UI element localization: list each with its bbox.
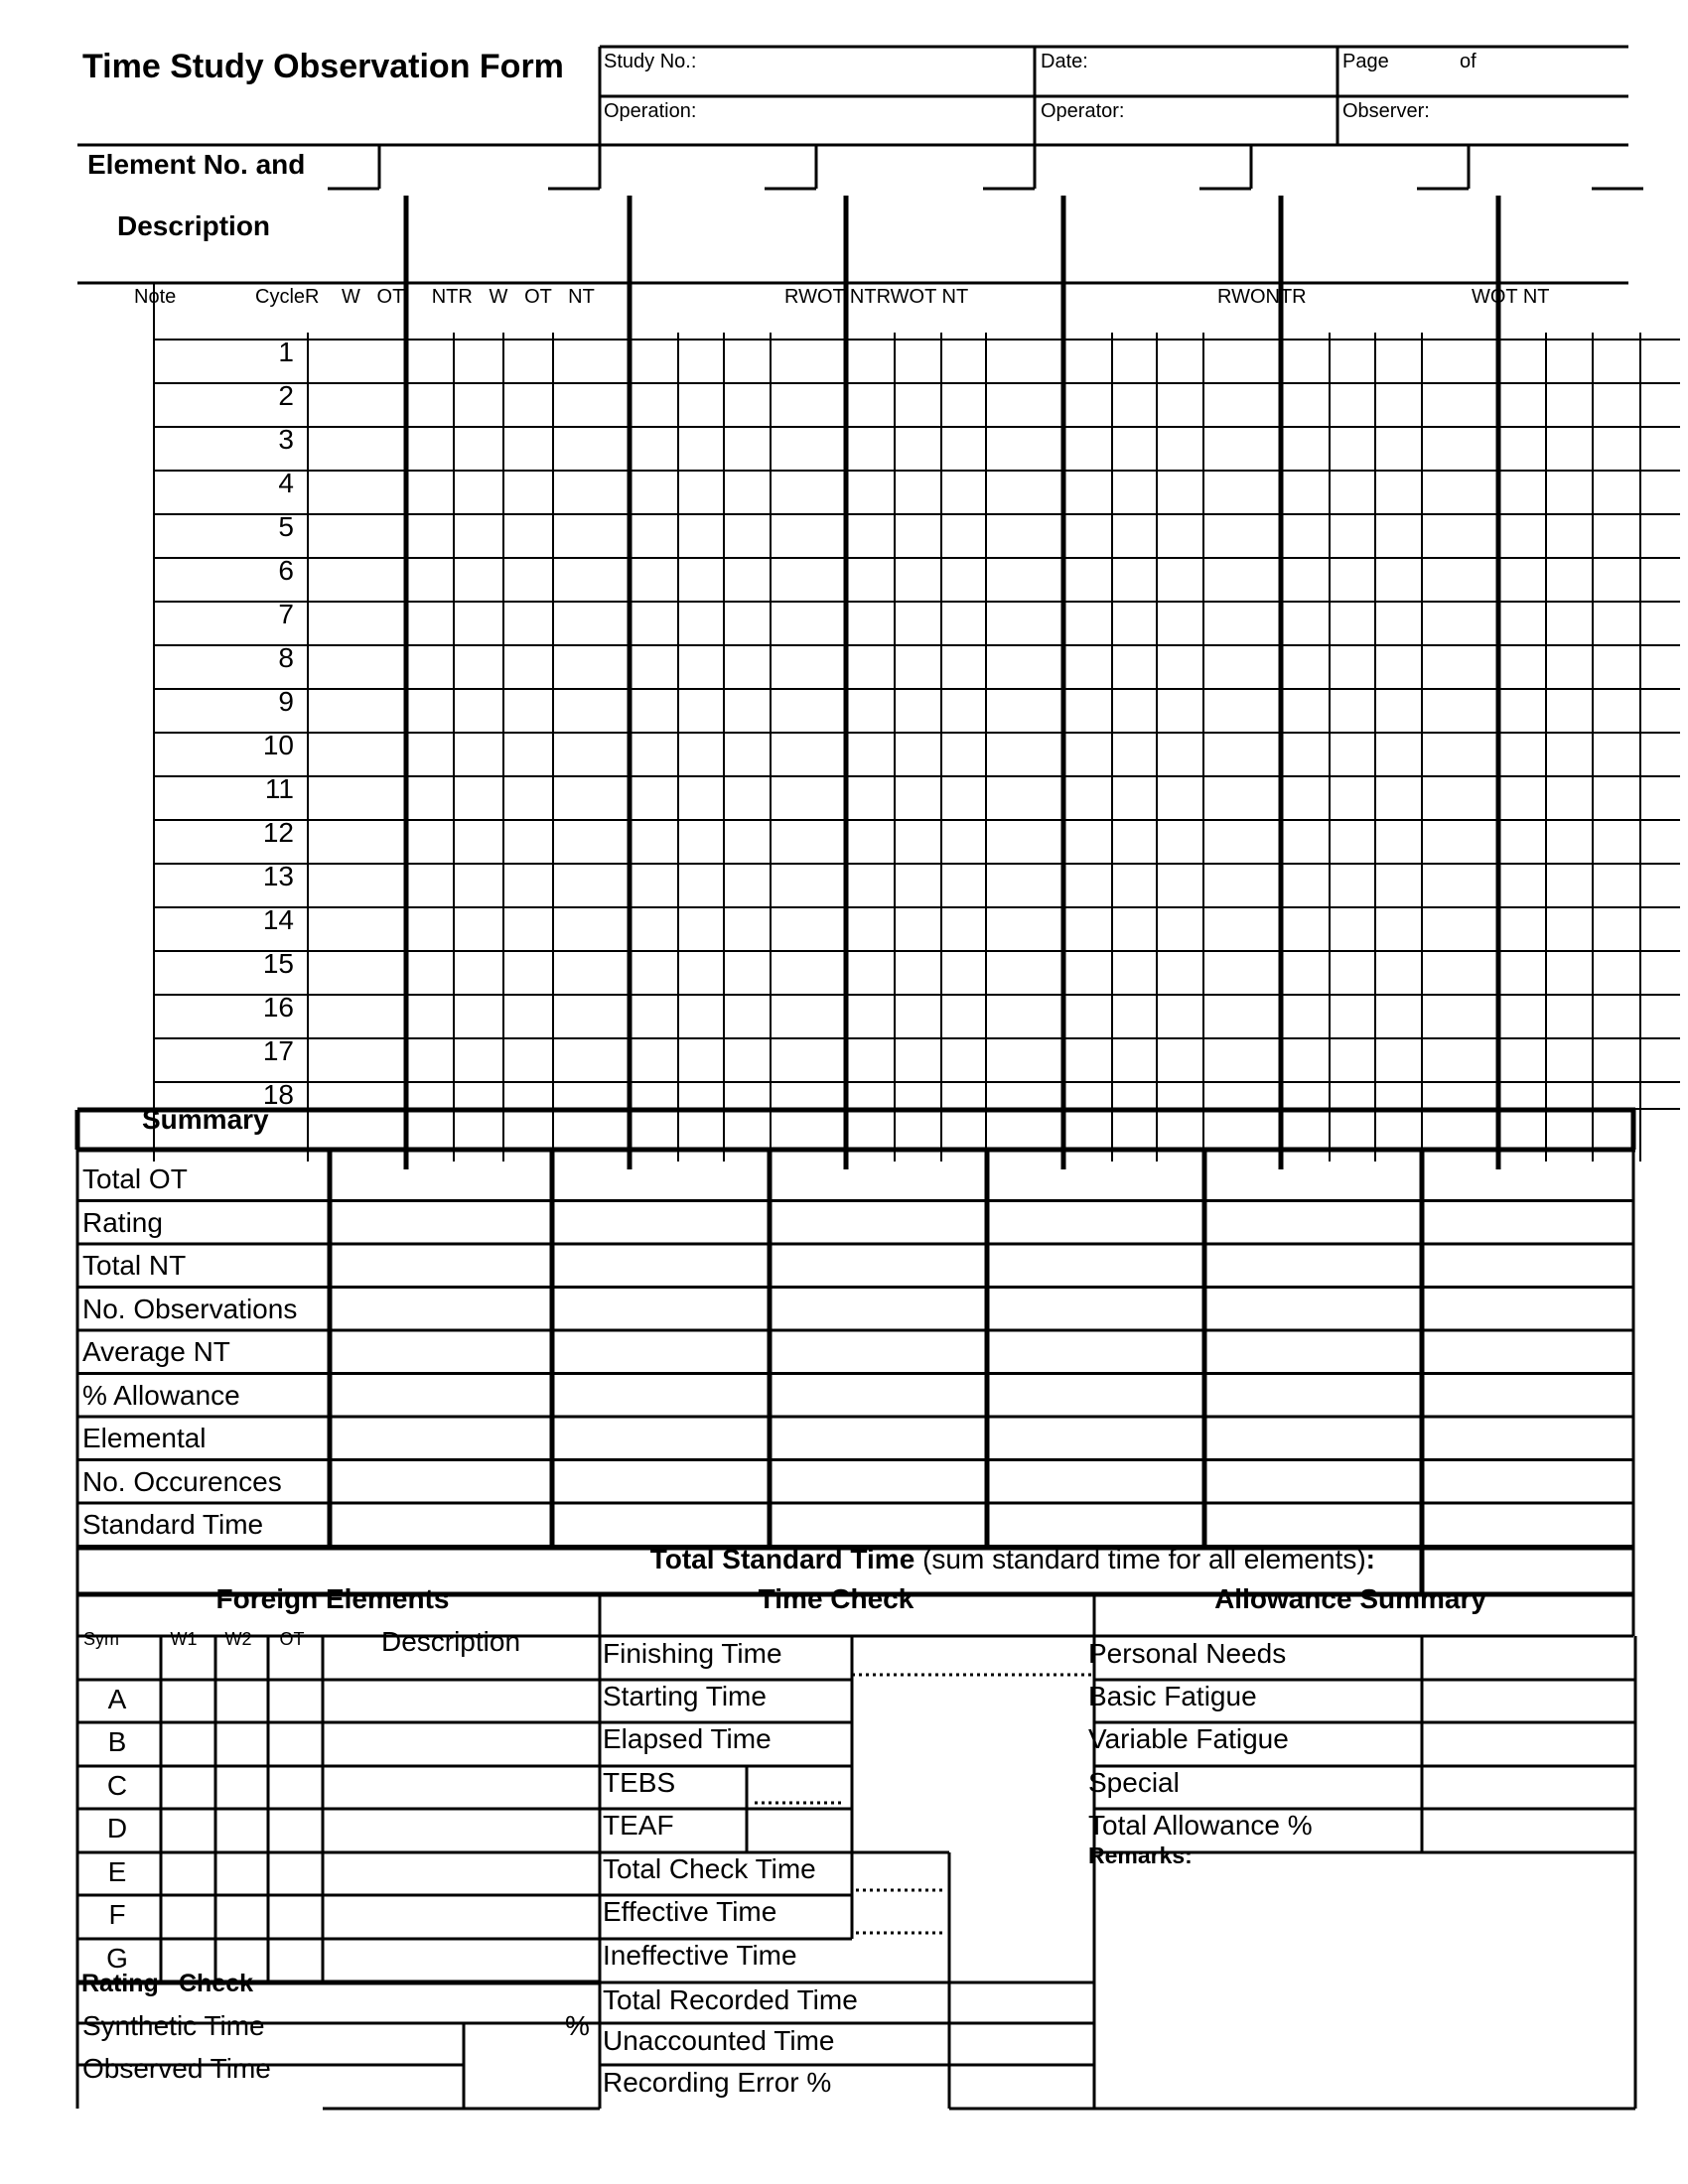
allowance-value-field[interactable] bbox=[1428, 1681, 1630, 1716]
summary-row-label: Total NT bbox=[82, 1250, 187, 1281]
cycle-number-11: 11 bbox=[264, 773, 294, 804]
total-standard-time-label: Total Standard Time (sum standard time for all elements): bbox=[649, 1544, 1375, 1574]
element-3-description-field[interactable] bbox=[822, 149, 1029, 278]
foreign-symbol-b: B bbox=[107, 1726, 127, 1757]
study-no-field[interactable] bbox=[604, 75, 1026, 95]
cycle-number-8: 8 bbox=[278, 642, 294, 673]
synthetic-time-field[interactable] bbox=[318, 2009, 457, 2045]
cycle-number-7: 7 bbox=[278, 599, 294, 629]
foreign-w1-header: W1 bbox=[170, 1629, 198, 1649]
cycle-number-12: 12 bbox=[262, 817, 294, 848]
element-6-description-field[interactable] bbox=[1475, 149, 1622, 278]
synthetic-time-label: Synthetic Time bbox=[82, 2010, 265, 2041]
cycle-number-15: 15 bbox=[262, 948, 294, 979]
observed-time-label: Observed Time bbox=[82, 2053, 271, 2084]
allowance-row-label: Total Allowance % bbox=[1088, 1810, 1313, 1841]
cycle-number-18: 18 bbox=[262, 1079, 294, 1110]
time-check-title: Time Check bbox=[758, 1583, 914, 1614]
cycle-number-1: 1 bbox=[278, 337, 294, 367]
time-check-row-label: TEBS bbox=[603, 1767, 676, 1798]
element-label-line1: Element No. and bbox=[87, 149, 306, 180]
observer-label: Observer: bbox=[1342, 100, 1430, 122]
cycle-number-17: 17 bbox=[262, 1035, 294, 1066]
cycle-number-2: 2 bbox=[278, 380, 294, 411]
cycle-number-3: 3 bbox=[278, 424, 294, 455]
observer-field[interactable] bbox=[1342, 125, 1630, 145]
cycle-heading: CycleR bbox=[255, 286, 320, 308]
percent-sign: % bbox=[565, 2010, 590, 2041]
foreign-ot-header: OT bbox=[279, 1629, 305, 1649]
foreign-symbol-a: A bbox=[107, 1684, 127, 1714]
remarks-label: Remarks: bbox=[1088, 1843, 1193, 1868]
time-check-row-label: Ineffective Time bbox=[603, 1940, 797, 1971]
time-check-row-label: Effective Time bbox=[603, 1896, 777, 1927]
foreign-w2-header: W2 bbox=[224, 1629, 252, 1649]
foreign-symbol-f: F bbox=[108, 1899, 126, 1930]
cycle-number-5: 5 bbox=[278, 511, 294, 542]
check-label: Check bbox=[179, 1970, 254, 1997]
summary-row-label: % Allowance bbox=[82, 1379, 240, 1411]
element-label-line2: Description bbox=[117, 210, 271, 241]
operation-label: Operation: bbox=[604, 100, 697, 122]
rating-label: Rating bbox=[81, 1970, 159, 1997]
allowance-value-field[interactable] bbox=[1428, 1638, 1630, 1674]
cycle-number-6: 6 bbox=[278, 555, 294, 586]
element-5-description-field[interactable] bbox=[1257, 149, 1463, 278]
date-field[interactable] bbox=[1092, 75, 1331, 95]
study-no-label: Study No.: bbox=[604, 51, 697, 72]
total-standard-time-field[interactable] bbox=[1422, 1539, 1620, 1574]
time-check-row-label: TEAF bbox=[603, 1810, 674, 1841]
summary-row-label: Standard Time bbox=[82, 1509, 264, 1540]
foreign-description-header: Description bbox=[380, 1626, 521, 1657]
observed-time-field[interactable] bbox=[318, 2051, 457, 2087]
allowance-value-field[interactable] bbox=[1428, 1723, 1630, 1759]
cycle-number-10: 10 bbox=[262, 730, 294, 760]
foreign-sym-header: Sym bbox=[83, 1629, 119, 1649]
cycle-number-16: 16 bbox=[262, 992, 294, 1023]
time-check-row-label: Total Recorded Time bbox=[603, 1984, 858, 2015]
page-of-label: of bbox=[1460, 51, 1477, 72]
summary-row-label: Rating bbox=[82, 1206, 163, 1238]
summary-row-label: Total OT bbox=[82, 1163, 188, 1194]
cycle-number-9: 9 bbox=[278, 686, 294, 717]
summary-row-label: No. Observations bbox=[82, 1293, 298, 1324]
allowance-value-field[interactable] bbox=[1428, 1810, 1630, 1845]
note-heading: Note bbox=[134, 286, 177, 308]
allowance-row-label: Basic Fatigue bbox=[1088, 1681, 1257, 1711]
time-check-row-label: Elapsed Time bbox=[603, 1723, 772, 1754]
summary-row-label: Average NT bbox=[82, 1336, 230, 1367]
foreign-symbol-c: C bbox=[106, 1770, 128, 1801]
summary-title: Summary bbox=[142, 1104, 269, 1135]
date-label: Date: bbox=[1041, 51, 1088, 72]
element-1-column-headings: W OT NTR W OT NT bbox=[342, 286, 595, 308]
allowance-summary-title: Allowance Summary bbox=[1214, 1583, 1486, 1614]
page-field[interactable] bbox=[1400, 75, 1638, 95]
element-4-description-field[interactable] bbox=[1041, 149, 1245, 278]
allowance-row-label: Personal Needs bbox=[1088, 1638, 1287, 1669]
time-check-row-label: Finishing Time bbox=[603, 1638, 782, 1669]
element-6-column-headings: WOT NT bbox=[1472, 286, 1550, 308]
foreign-symbol-d: D bbox=[106, 1813, 128, 1843]
operator-label: Operator: bbox=[1041, 100, 1125, 122]
time-check-row-label: Unaccounted Time bbox=[603, 2025, 835, 2056]
allowance-row-label: Special bbox=[1088, 1767, 1180, 1798]
cycle-number-14: 14 bbox=[262, 904, 294, 935]
time-check-row-label: Recording Error % bbox=[603, 2067, 832, 2098]
operation-field[interactable] bbox=[604, 125, 1026, 145]
remarks-field[interactable] bbox=[1088, 1874, 1615, 2073]
time-check-row-label: Starting Time bbox=[603, 1681, 767, 1711]
summary-row-label: Elemental bbox=[82, 1423, 207, 1453]
foreign-elements-title: Foreign Elements bbox=[215, 1583, 450, 1614]
summary-row-label: No. Occurences bbox=[82, 1465, 282, 1497]
operator-field[interactable] bbox=[1041, 125, 1329, 145]
allowance-row-label: Variable Fatigue bbox=[1088, 1723, 1289, 1754]
cycle-number-4: 4 bbox=[278, 468, 294, 498]
element-2-description-field[interactable] bbox=[606, 149, 810, 278]
cycle-number-13: 13 bbox=[262, 861, 294, 891]
foreign-symbol-g: G bbox=[106, 1943, 128, 1974]
foreign-symbol-e: E bbox=[107, 1856, 127, 1887]
page-label: Page bbox=[1342, 51, 1389, 72]
time-check-row-label: Total Check Time bbox=[603, 1853, 816, 1884]
element-1-description-field[interactable] bbox=[385, 149, 594, 278]
form-title: Time Study Observation Form bbox=[82, 48, 564, 85]
element-5-column-headings: RWONTR bbox=[1217, 286, 1307, 308]
element-3-column-headings: RWOT NTRWOT NT bbox=[784, 286, 969, 308]
allowance-value-field[interactable] bbox=[1428, 1767, 1630, 1803]
